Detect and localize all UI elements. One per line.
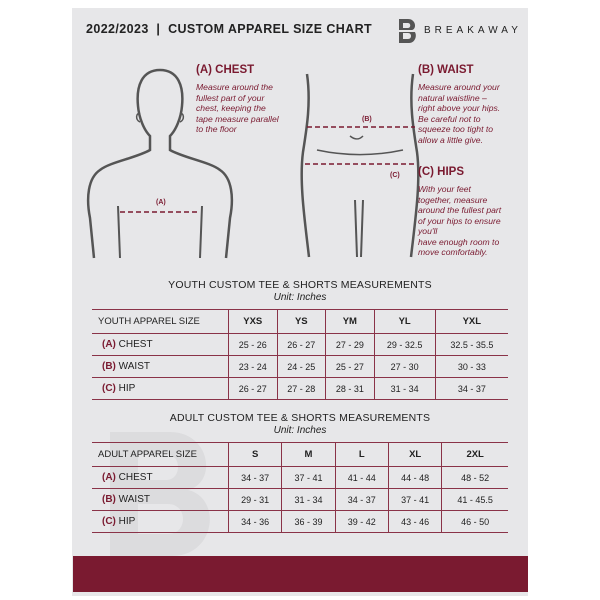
- size-column-header: L: [335, 443, 388, 467]
- size-column-header: YL: [374, 310, 435, 334]
- size-column-header: 2XL: [442, 443, 508, 467]
- adult-size-table: [92, 442, 508, 533]
- measurement-name: CHEST: [118, 339, 153, 350]
- table-cell: 34 - 37: [335, 489, 388, 511]
- measurement-label: [92, 467, 229, 489]
- table-cell: 29 - 32.5: [374, 334, 435, 356]
- measurement-name: HIP: [118, 383, 136, 394]
- youth-size-table: [92, 309, 508, 400]
- brand-name: BREAKAWAY: [424, 25, 522, 36]
- measurement-label: [92, 356, 229, 378]
- measurement-letter: (B): [102, 494, 116, 505]
- table-cell: 26 - 27: [277, 334, 326, 356]
- table-cell: 25 - 26: [229, 334, 278, 356]
- size-column-header: XL: [388, 443, 441, 467]
- table-cell: 44 - 48: [388, 467, 441, 489]
- table-cell: 29 - 31: [229, 489, 282, 511]
- breakaway-logo-icon: [396, 18, 418, 44]
- size-header: YOUTH APPAREL SIZE: [92, 310, 229, 334]
- table-cell: 28 - 31: [326, 378, 375, 400]
- table-row: [92, 378, 508, 400]
- table-cell: 46 - 50: [442, 511, 508, 533]
- measurement-label: [92, 378, 229, 400]
- measurement-label: [92, 334, 229, 356]
- lower-body-figure: [295, 72, 425, 262]
- adult-unit: Unit: Inches: [273, 425, 327, 436]
- size-column-header: YS: [277, 310, 326, 334]
- size-column-header: M: [282, 443, 335, 467]
- waist-description: Measure around your natural waistline – right above your hips. Be careful not to squeeze too tight to allow a little give.: [418, 82, 501, 145]
- measurement-name: WAIST: [118, 361, 150, 372]
- chest-description: Measure around the fullest part of your chest, keeping the tape measure parallel to the floor: [196, 82, 279, 134]
- footer-band: [73, 556, 528, 592]
- measurement-letter: (A): [102, 339, 116, 350]
- hips-heading: (C) HIPS: [418, 166, 464, 178]
- measurement-letter: (C): [102, 516, 116, 527]
- table-cell: 25 - 27: [326, 356, 375, 378]
- measurement-label: [92, 511, 229, 533]
- table-cell: 41 - 44: [335, 467, 388, 489]
- size-column-header: YXL: [435, 310, 508, 334]
- measurement-name: HIP: [118, 516, 136, 527]
- size-header: ADULT APPAREL SIZE: [92, 443, 229, 467]
- table-row: [92, 489, 508, 511]
- table-cell: 34 - 37: [435, 378, 508, 400]
- table-cell: 43 - 46: [388, 511, 441, 533]
- measurement-letter: (A): [102, 472, 116, 483]
- waist-marker: (B): [362, 116, 372, 123]
- hips-description: With your feet together, measure around the fullest part of your hips to ensure you'll have enough room to move comfortably.: [418, 184, 502, 257]
- chest-marker: (A): [156, 199, 166, 206]
- table-cell: 31 - 34: [374, 378, 435, 400]
- table-cell: 26 - 27: [229, 378, 278, 400]
- youth-unit: Unit: Inches: [273, 292, 327, 303]
- table-cell: 34 - 36: [229, 511, 282, 533]
- table-cell: 37 - 41: [388, 489, 441, 511]
- table-row: [92, 511, 508, 533]
- table-row: [92, 334, 508, 356]
- measurement-letter: (C): [102, 383, 116, 394]
- table-cell: 48 - 52: [442, 467, 508, 489]
- table-cell: 27 - 28: [277, 378, 326, 400]
- table-cell: 27 - 29: [326, 334, 375, 356]
- table-cell: 24 - 25: [277, 356, 326, 378]
- measurement-letter: (B): [102, 361, 116, 372]
- adult-table-title: ADULT CUSTOM TEE & SHORTS MEASUREMENTS: [169, 412, 431, 424]
- table-cell: 32.5 - 35.5: [435, 334, 508, 356]
- measurement-name: CHEST: [118, 472, 153, 483]
- table-row: [92, 467, 508, 489]
- table-cell: 30 - 33: [435, 356, 508, 378]
- table-header-row: [92, 443, 508, 467]
- table-cell: 37 - 41: [282, 467, 335, 489]
- table-cell: 23 - 24: [229, 356, 278, 378]
- table-cell: 31 - 34: [282, 489, 335, 511]
- table-cell: 41 - 45.5: [442, 489, 508, 511]
- waist-heading: (B) WAIST: [418, 64, 474, 76]
- measurement-name: WAIST: [118, 494, 150, 505]
- table-cell: 39 - 42: [335, 511, 388, 533]
- table-row: [92, 356, 508, 378]
- table-header-row: [92, 310, 508, 334]
- size-column-header: S: [229, 443, 282, 467]
- chest-heading: (A) CHEST: [196, 64, 255, 76]
- table-cell: 36 - 39: [282, 511, 335, 533]
- hips-marker: (C): [390, 172, 400, 179]
- table-cell: 34 - 37: [229, 467, 282, 489]
- measurement-label: [92, 489, 229, 511]
- size-column-header: YXS: [229, 310, 278, 334]
- size-column-header: YM: [326, 310, 375, 334]
- page-title: 2022/2023 | CUSTOM APPAREL SIZE CHART: [86, 22, 373, 36]
- table-cell: 27 - 30: [374, 356, 435, 378]
- youth-table-title: YOUTH CUSTOM TEE & SHORTS MEASUREMENTS: [168, 279, 432, 291]
